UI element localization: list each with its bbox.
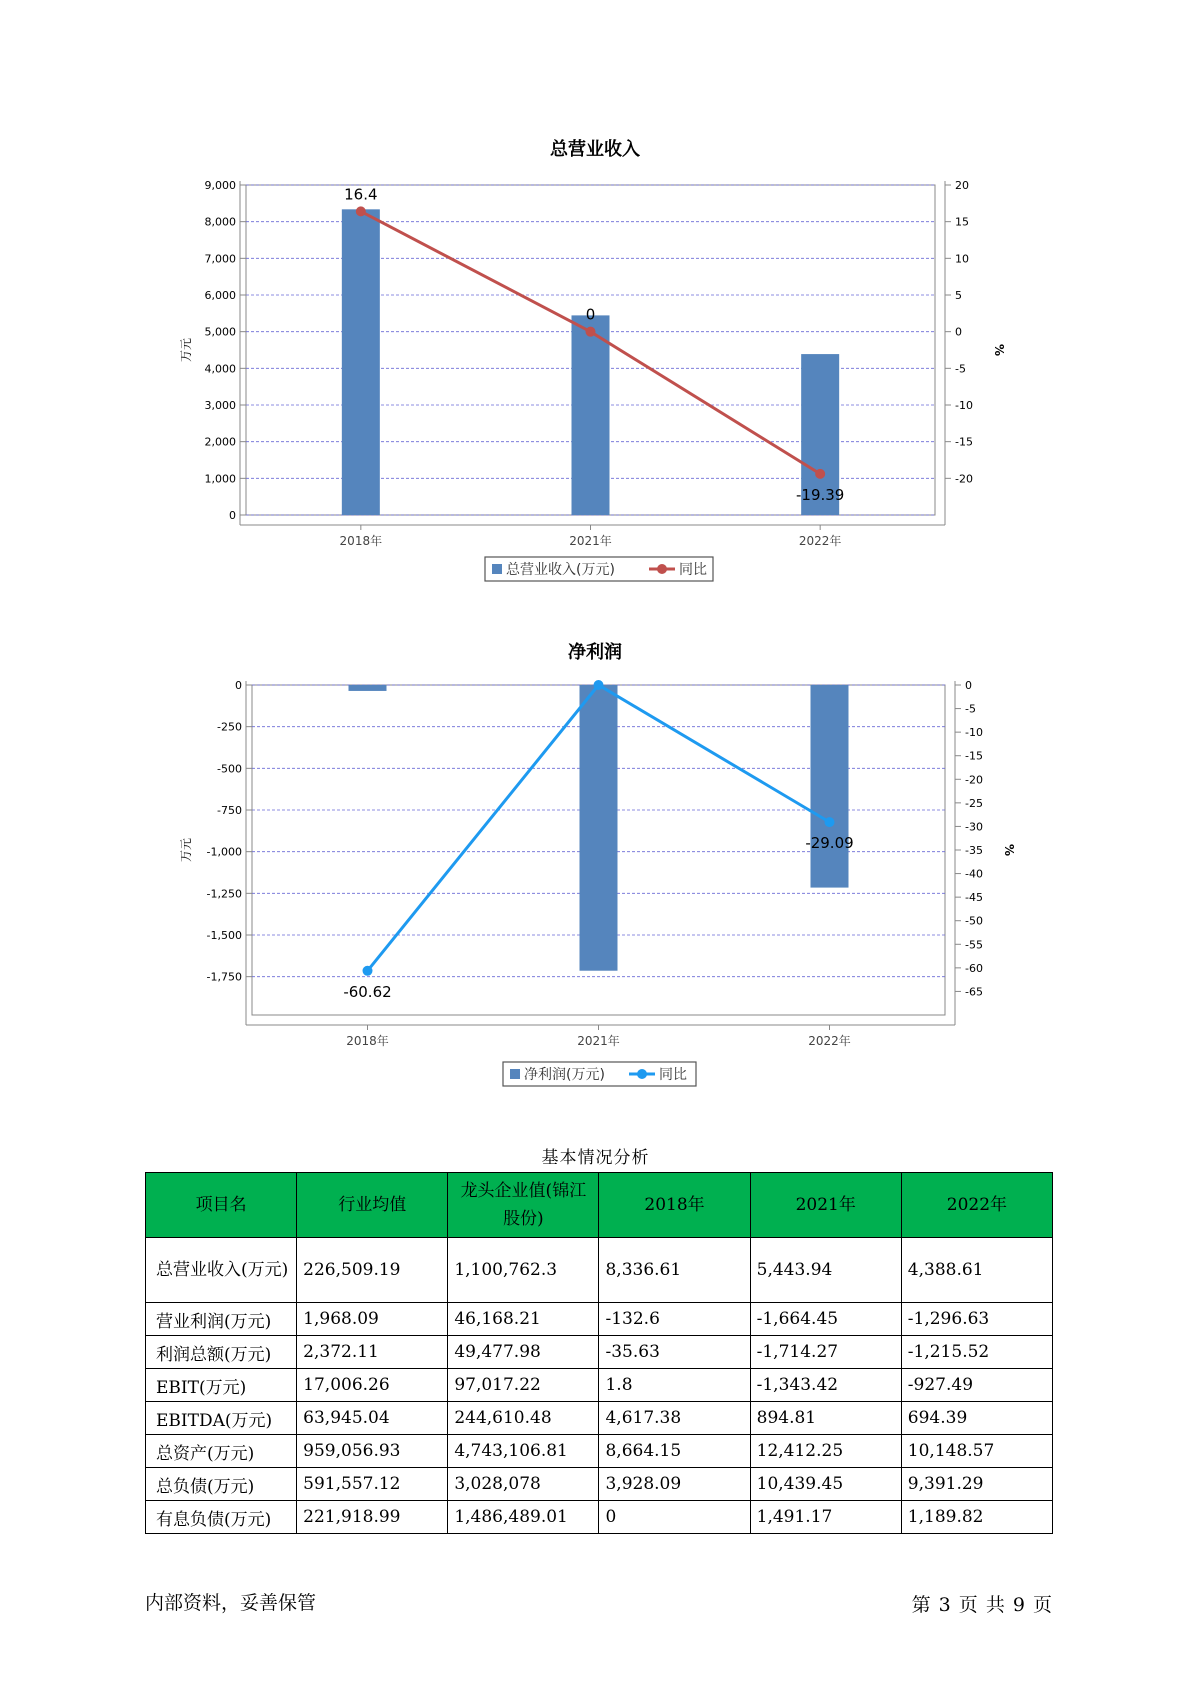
y2-tick-label: -50 [965, 914, 983, 928]
table-row [146, 1402, 1053, 1435]
table-cell: 694.39 [901, 1402, 1052, 1435]
header-cell: 2022年 [901, 1173, 1052, 1238]
table-cell: -1,714.27 [750, 1336, 901, 1369]
table-cell: 10,148.57 [901, 1435, 1052, 1468]
chart-title: 总营业收入 [550, 139, 640, 160]
row-label-cell: 总营业收入(万元) [146, 1238, 297, 1303]
y-tick-label: 5,000 [204, 325, 236, 339]
legend-line-label: 同比 [679, 562, 707, 578]
legend-bar-swatch [510, 1069, 520, 1079]
x-tick-label: 2021年 [569, 534, 612, 548]
chart-legend [503, 1062, 696, 1086]
table-cell: 3,928.09 [599, 1468, 750, 1501]
y2-tick-label: 0 [965, 679, 972, 692]
y2-tick-label: 0 [955, 325, 962, 339]
y2-axis-label: % [992, 343, 1006, 357]
table-cell: 1,968.09 [297, 1303, 448, 1336]
table-cell: 4,617.38 [599, 1402, 750, 1435]
y-tick-label: 0 [235, 679, 242, 692]
yoy-point [594, 680, 604, 690]
y2-tick-label: -15 [965, 749, 983, 763]
table-row [146, 1468, 1053, 1501]
table-cell: 46,168.21 [448, 1303, 599, 1336]
x-tick-label: 2018年 [346, 1034, 389, 1048]
table-row [146, 1238, 1053, 1303]
table-cell: 1,100,762.3 [448, 1238, 599, 1303]
footer-confidential-note: 内部资料，妥善保管 [145, 1592, 317, 1614]
header-cell: 2021年 [750, 1173, 901, 1238]
table-row [146, 1369, 1053, 1402]
yoy-data-label: -19.39 [795, 485, 845, 504]
row-label-cell: EBITDA(万元) [146, 1402, 297, 1435]
y2-tick-label: -55 [965, 938, 983, 952]
table-cell: 1,486,489.01 [448, 1501, 599, 1534]
table-cell: 1,189.82 [901, 1501, 1052, 1534]
header-cell: 项目名 [146, 1173, 297, 1238]
table-cell: 49,477.98 [448, 1336, 599, 1369]
table-cell: 97,017.22 [448, 1369, 599, 1402]
y-tick-label: 7,000 [204, 252, 236, 266]
y-tick-label: 3,000 [204, 399, 236, 412]
y-tick-label: 0 [229, 509, 236, 522]
y2-tick-label: -5 [955, 362, 966, 376]
analysis-table [145, 1172, 1053, 1534]
table-cell: -1,296.63 [901, 1303, 1052, 1336]
y2-tick-label: -40 [965, 867, 983, 881]
footer-page-number: 第 3 页 共 9 页 [911, 1594, 1053, 1616]
x-tick-label: 2022年 [798, 534, 842, 548]
table-header-row [146, 1173, 1053, 1238]
y2-tick-label: -25 [965, 796, 983, 810]
legend-line-marker [657, 564, 667, 574]
chart-svg [0, 130, 1191, 600]
row-label-cell: 营业利润(万元) [146, 1303, 297, 1336]
table-cell: 5,443.94 [750, 1238, 901, 1303]
bar [349, 685, 387, 691]
bar [342, 209, 380, 515]
table-cell: 8,664.15 [599, 1435, 750, 1468]
y2-tick-label: 5 [955, 289, 962, 302]
table-cell: 4,743,106.81 [448, 1435, 599, 1468]
table-row [146, 1435, 1053, 1468]
y-tick-label: 9,000 [204, 179, 236, 192]
y2-tick-label: -60 [965, 961, 983, 975]
chart-legend [485, 557, 713, 581]
revenue-chart [0, 130, 1191, 600]
bar [580, 685, 618, 971]
y-tick-label: 6,000 [204, 289, 236, 302]
y2-tick-label: -10 [955, 399, 973, 412]
table-cell: 244,610.48 [448, 1402, 599, 1435]
table-caption: 基本情况分析 [541, 1148, 650, 1168]
y2-tick-label: -10 [965, 726, 983, 740]
row-label-cell: 有息负债(万元) [146, 1501, 297, 1534]
table-cell: 10,439.45 [750, 1468, 901, 1501]
y2-tick-label: -15 [955, 435, 973, 449]
y2-tick-label: -45 [965, 891, 983, 905]
legend-line-marker [637, 1069, 647, 1079]
yoy-data-label: 0 [585, 305, 596, 324]
yoy-data-label: -29.09 [805, 834, 854, 853]
bar [572, 315, 610, 515]
legend-bar-label: 总营业收入(万元) [506, 562, 615, 578]
yoy-data-label: -60.62 [343, 982, 392, 1001]
legend-line-label: 同比 [659, 1067, 687, 1083]
table-row [146, 1336, 1053, 1369]
table-cell: -35.63 [599, 1336, 750, 1369]
table-cell: 2,372.11 [297, 1336, 448, 1369]
bar [811, 685, 849, 888]
table-cell: -1,343.42 [750, 1369, 901, 1402]
x-tick-label: 2018年 [339, 534, 383, 548]
table-cell: 0 [599, 1501, 750, 1534]
y-axis-label: 万元 [179, 837, 193, 863]
y-tick-label: -1,500 [206, 929, 242, 942]
y2-tick-label: 10 [955, 252, 969, 266]
row-label-cell: 利润总额(万元) [146, 1336, 297, 1369]
legend-bar-label: 净利润(万元) [524, 1067, 605, 1083]
x-tick-label: 2021年 [577, 1034, 620, 1048]
table-cell: 63,945.04 [297, 1402, 448, 1435]
y2-tick-label: -30 [965, 820, 983, 834]
y-axis-label: 万元 [179, 337, 193, 363]
y2-tick-label: -20 [955, 472, 973, 486]
row-label-cell: 总负债(万元) [146, 1468, 297, 1501]
chart-title: 净利润 [568, 642, 622, 663]
table-cell: 226,509.19 [297, 1238, 448, 1303]
table-row [146, 1303, 1053, 1336]
table-cell: 1,491.17 [750, 1501, 901, 1534]
header-cell: 行业均值 [297, 1173, 448, 1238]
table-cell: 591,557.12 [297, 1468, 448, 1501]
yoy-data-label: 16.4 [344, 185, 378, 204]
row-label-cell: EBIT(万元) [146, 1369, 297, 1402]
y-tick-label: 1,000 [204, 472, 236, 486]
table-cell: 4,388.61 [901, 1238, 1052, 1303]
legend-bar-swatch [492, 564, 502, 574]
y-tick-label: -1,750 [206, 970, 242, 984]
table-cell: -132.6 [599, 1303, 750, 1336]
y2-tick-label: -20 [965, 773, 983, 787]
table-cell: -1,215.52 [901, 1336, 1052, 1369]
table-cell: 8,336.61 [599, 1238, 750, 1303]
yoy-point [825, 817, 835, 827]
header-cell: 2018年 [599, 1173, 750, 1238]
y2-tick-label: 15 [955, 215, 969, 229]
table-cell: 17,006.26 [297, 1369, 448, 1402]
chart-svg [0, 630, 1191, 1090]
y2-tick-label: -35 [965, 844, 983, 857]
y-tick-label: -500 [217, 762, 242, 776]
table-cell: 3,028,078 [448, 1468, 599, 1501]
y-tick-label: 4,000 [204, 362, 236, 376]
y2-tick-label: -65 [965, 985, 983, 999]
yoy-point [356, 206, 366, 216]
table-cell: -927.49 [901, 1369, 1052, 1402]
table-cell: 9,391.29 [901, 1468, 1052, 1501]
yoy-point [815, 469, 825, 479]
y-tick-label: -250 [217, 720, 242, 734]
y2-axis-label: % [1002, 843, 1016, 857]
table-cell: 959,056.93 [297, 1435, 448, 1468]
yoy-point [363, 966, 373, 976]
header-cell: 龙头企业值(锦江股份) [448, 1173, 599, 1238]
yoy-point [586, 327, 596, 337]
table-row [146, 1501, 1053, 1534]
x-tick-label: 2022年 [808, 1034, 851, 1048]
table-cell: 1.8 [599, 1369, 750, 1402]
table-cell: 12,412.25 [750, 1435, 901, 1468]
table-cell: 221,918.99 [297, 1501, 448, 1534]
net-profit-chart [0, 630, 1191, 1090]
table-cell: -1,664.45 [750, 1303, 901, 1336]
row-label-cell: 总资产(万元) [146, 1435, 297, 1468]
y2-tick-label: -5 [965, 702, 976, 716]
y-tick-label: -1,250 [206, 887, 242, 901]
y2-tick-label: 20 [955, 179, 969, 192]
y-tick-label: -1,000 [206, 845, 242, 859]
y-tick-label: -750 [217, 804, 242, 817]
table-cell: 894.81 [750, 1402, 901, 1435]
y-tick-label: 2,000 [204, 435, 236, 449]
y-tick-label: 8,000 [204, 215, 236, 229]
